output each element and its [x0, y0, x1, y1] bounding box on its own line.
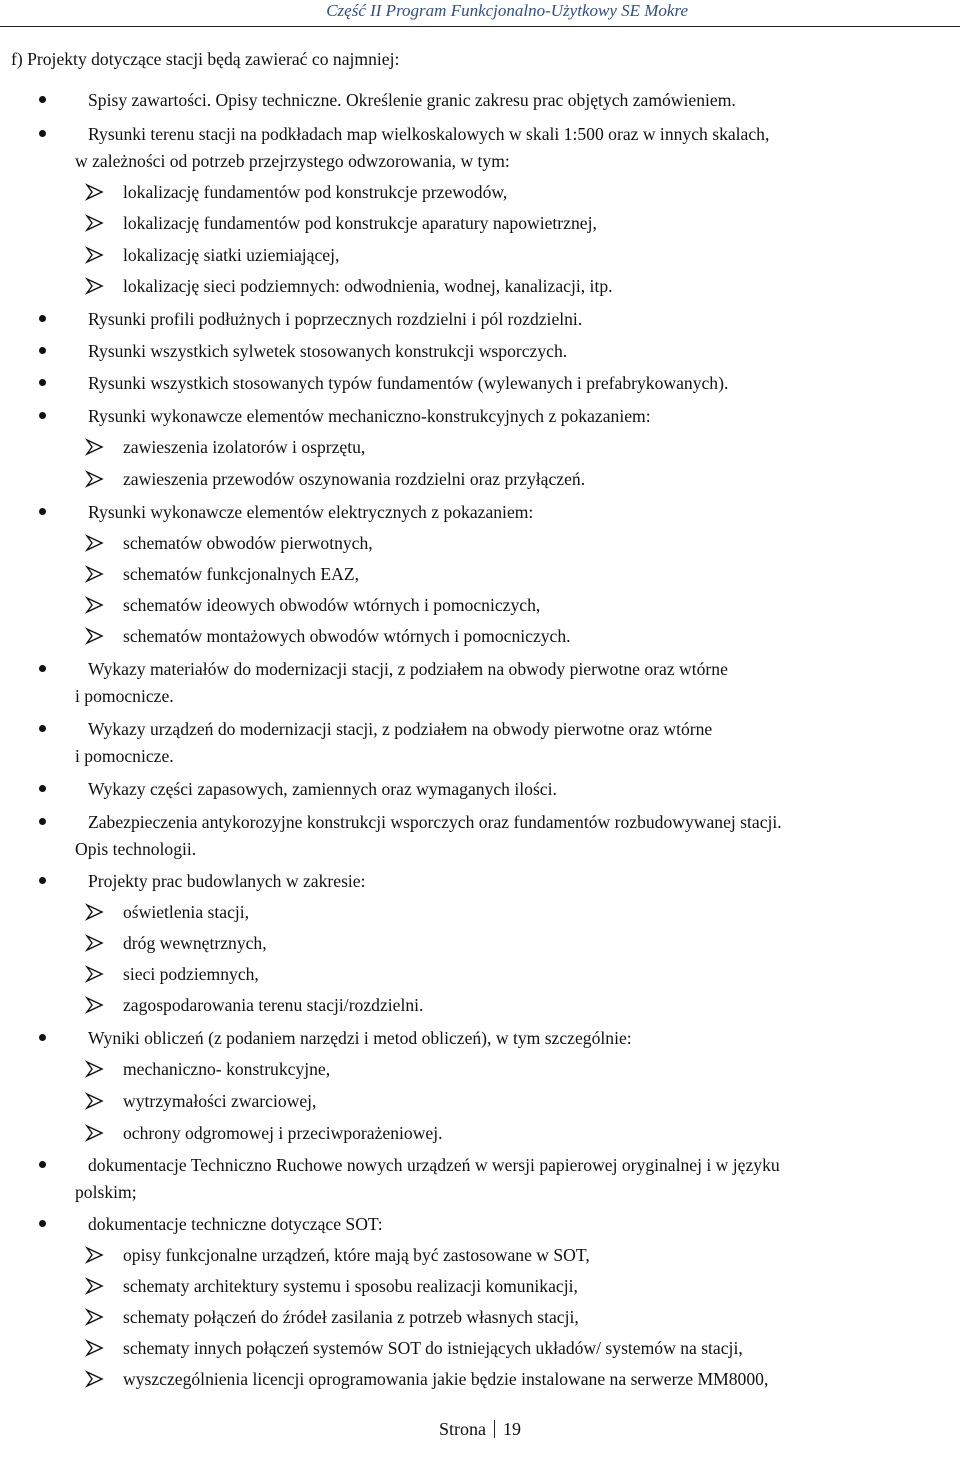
list-item: dokumentacje techniczne dotyczące SOT: [88, 1214, 383, 1234]
bullet-icon [38, 500, 48, 510]
list-item: Rysunki wszystkich stosowanych typów fundamentów (wylewanych i prefabrykowanych). [88, 373, 729, 393]
arrow-bullet-icon [85, 182, 111, 206]
arrow-bullet-icon [85, 469, 111, 493]
list-item-continuation: w zależności od potrzeb przejrzystego odwzorowania, w tym: [75, 151, 510, 171]
list-item: schematów montażowych obwodów wtórnych i pomocniczych. [123, 626, 571, 646]
arrow-bullet-icon [85, 1276, 111, 1300]
bullet-icon [38, 869, 48, 879]
bullet-icon [38, 1212, 48, 1222]
bullet-icon [38, 1026, 48, 1036]
list-item: Rysunki profili podłużnych i poprzecznych rozdzielni i pól rozdzielni. [88, 309, 583, 329]
arrow-bullet-icon [85, 902, 111, 926]
arrow-bullet-icon [85, 1059, 111, 1083]
list-item-continuation: i pomocnicze. [75, 746, 174, 766]
bullet-icon [38, 404, 48, 414]
list-item: lokalizację fundamentów pod konstrukcje aparatury napowietrznej, [123, 213, 597, 233]
list-item: opisy funkcjonalne urządzeń, które mają być zastosowane w SOT, [123, 1245, 590, 1265]
bullet-icon [38, 1153, 48, 1163]
list-item: wyszczególnienia licencji oprogramowania jakie będzie instalowane na serwerze MM8000, [123, 1369, 769, 1389]
arrow-bullet-icon [85, 533, 111, 557]
list-item: zawieszenia izolatorów i osprzętu, [123, 437, 366, 457]
section-intro: f) Projekty dotyczące stacji będą zawierać co najmniej: [11, 49, 400, 69]
list-item: Rysunki wszystkich sylwetek stosowanych konstrukcji wsporczych. [88, 341, 568, 361]
list-item: Wykazy materiałów do modernizacji stacji, z podziałem na obwody pierwotne oraz wtórne [88, 659, 728, 679]
arrow-bullet-icon [85, 933, 111, 957]
list-item-continuation: Opis technologii. [75, 839, 197, 859]
list-item: schematów funkcjonalnych EAZ, [123, 564, 359, 584]
header-title: Część II Program Funkcjonalno-Użytkowy SE Mokre [326, 1, 688, 20]
list-item: Wykazy urządzeń do modernizacji stacji, z podziałem na obwody pierwotne oraz wtórne [88, 719, 713, 739]
list-item: dokumentacje Techniczno Ruchowe nowych urządzeń w wersji papierowej oryginalnej i w języku [88, 1155, 780, 1175]
arrow-bullet-icon [85, 245, 111, 269]
bullet-icon [38, 339, 48, 349]
bullet-icon [38, 777, 48, 787]
list-item: lokalizację sieci podziemnych: odwodnienia, wodnej, kanalizacji, itp. [123, 276, 613, 296]
list-item: Wykazy części zapasowych, zamiennych oraz wymaganych ilości. [88, 779, 557, 799]
arrow-bullet-icon [85, 964, 111, 988]
bullet-icon [38, 371, 48, 381]
bullet-icon [38, 717, 48, 727]
bullet-icon [38, 307, 48, 317]
arrow-bullet-icon [85, 564, 111, 588]
page-footer [0, 1419, 960, 1440]
list-item: schematy architektury systemu i sposobu realizacji komunikacji, [123, 1276, 578, 1296]
arrow-bullet-icon [85, 213, 111, 237]
list-item: Wyniki obliczeń (z podaniem narzędzi i metod obliczeń), w tym szczególnie: [88, 1028, 632, 1048]
bullet-icon [38, 657, 48, 667]
list-item: lokalizację fundamentów pod konstrukcje przewodów, [123, 182, 508, 202]
list-item: dróg wewnętrznych, [123, 933, 267, 953]
list-item: zagospodarowania terenu stacji/rozdzielni. [123, 995, 424, 1015]
arrow-bullet-icon [85, 1307, 111, 1331]
list-item: schematów obwodów pierwotnych, [123, 533, 373, 553]
bullet-icon [38, 122, 48, 132]
list-item: ochrony odgromowej i przeciwporażeniowej. [123, 1123, 443, 1143]
list-item: wytrzymałości zwarciowej, [123, 1091, 317, 1111]
list-item: zawieszenia przewodów oszynowania rozdzielni oraz przyłączeń. [123, 469, 586, 489]
arrow-bullet-icon [85, 995, 111, 1019]
arrow-bullet-icon [85, 1123, 111, 1147]
footer-separator [494, 1420, 495, 1438]
arrow-bullet-icon [85, 1245, 111, 1269]
arrow-bullet-icon [85, 437, 111, 461]
list-item: Spisy zawartości. Opisy techniczne. Określenie granic zakresu prac objętych zamówieniem. [88, 90, 736, 110]
page-header [0, 0, 960, 27]
arrow-bullet-icon [85, 595, 111, 619]
list-item: Rysunki terenu stacji na podkładach map wielkoskalowych w skali 1:500 oraz w innych skalach, [88, 124, 770, 144]
arrow-bullet-icon [85, 1369, 111, 1393]
list-item: Rysunki wykonawcze elementów elektrycznych z pokazaniem: [88, 502, 534, 522]
list-item: Zabezpieczenia antykorozyjne konstrukcji wsporczych oraz fundamentów rozbudowywanej stacji. [88, 812, 782, 832]
bullet-icon [38, 88, 48, 98]
page-number: 19 [503, 1419, 521, 1439]
list-item-continuation: polskim; [75, 1182, 137, 1202]
list-item: schematy innych połączeń systemów SOT do istniejących układów/ systemów na stacji, [123, 1338, 743, 1358]
arrow-bullet-icon [85, 626, 111, 650]
list-item: mechaniczno- konstrukcyjne, [123, 1059, 331, 1079]
list-item: oświetlenia stacji, [123, 902, 250, 922]
list-item: sieci podziemnych, [123, 964, 259, 984]
arrow-bullet-icon [85, 276, 111, 300]
list-item: schematy połączeń do źródeł zasilania z potrzeb własnych stacji, [123, 1307, 579, 1327]
list-item: lokalizację siatki uziemiającej, [123, 245, 340, 265]
footer-label: Strona [439, 1419, 486, 1439]
list-item-continuation: i pomocnicze. [75, 686, 174, 706]
arrow-bullet-icon [85, 1338, 111, 1362]
list-item: Rysunki wykonawcze elementów mechaniczno-konstrukcyjnych z pokazaniem: [88, 406, 651, 426]
list-item: schematów ideowych obwodów wtórnych i pomocniczych, [123, 595, 541, 615]
list-item: Projekty prac budowlanych w zakresie: [88, 871, 366, 891]
bullet-icon [38, 810, 48, 820]
arrow-bullet-icon [85, 1091, 111, 1115]
